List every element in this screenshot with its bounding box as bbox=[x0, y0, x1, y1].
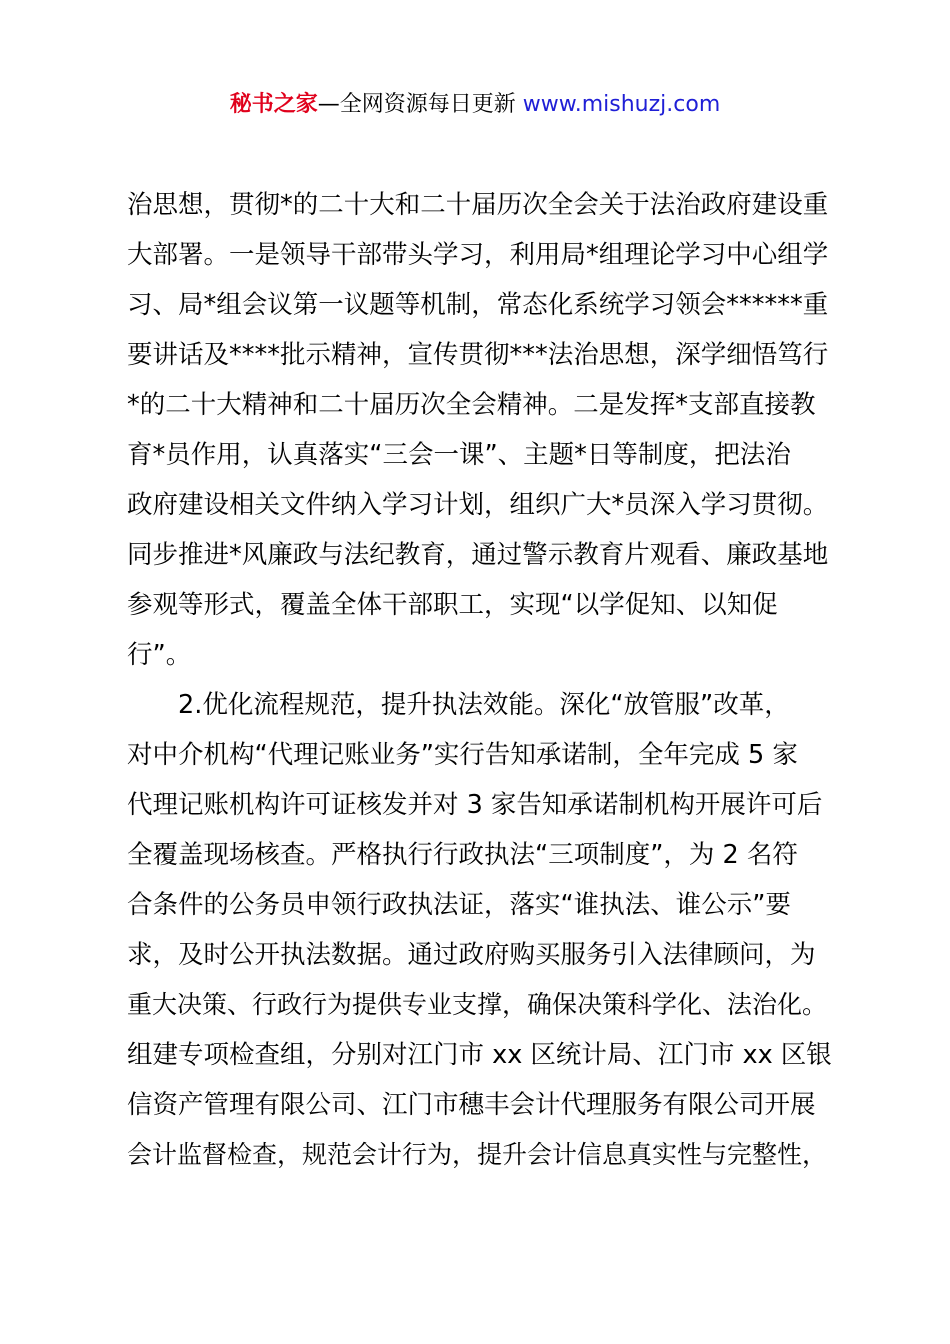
text-line: 全覆盖现场核查。严格执行行政执法“三项制度”，为 2 名符 bbox=[127, 840, 798, 870]
text-line: 大部署。一是领导干部带头学习，利用局*组理论学习中心组学 bbox=[127, 240, 829, 270]
text-line: 合条件的公务员申领行政执法证，落实“谁执法、谁公示”要 bbox=[127, 890, 791, 920]
text-line: 习、局*组会议第一议题等机制，常态化系统学习领会******重 bbox=[127, 290, 829, 320]
text-line: 组建专项检查组，分别对江门市 xx 区统计局、江门市 xx 区银 bbox=[127, 1040, 832, 1070]
text-line: 求，及时公开执法数据。通过政府购买服务引入法律顾问，为 bbox=[127, 940, 816, 970]
site-url-link[interactable]: www.mishuzj.com bbox=[522, 92, 721, 117]
brand-name: 秘书之家 bbox=[229, 92, 318, 117]
text-line: 2.优化流程规范，提升执法效能。深化“放管服”改革， bbox=[127, 690, 790, 720]
header-tagline: —全网资源每日更新 bbox=[317, 92, 516, 117]
site-header bbox=[0, 88, 950, 122]
text-line: *的二十大精神和二十届历次全会精神。二是发挥*支部直接教 bbox=[127, 390, 816, 420]
text-line: 重大决策、行政行为提供专业支撑，确保决策科学化、法治化。 bbox=[127, 990, 828, 1019]
text-line: 参观等形式，覆盖全体干部职工，实现“以学促知、以知促 bbox=[127, 590, 778, 620]
text-line: 对中介机构“代理记账业务”实行告知承诺制，全年完成 5 家 bbox=[127, 740, 798, 770]
text-line: 育*员作用，认真落实“三会一课”、主题*日等制度，把法治 bbox=[127, 440, 791, 470]
text-line: 行”。 bbox=[127, 640, 192, 670]
document-body bbox=[127, 180, 837, 1180]
text-line: 会计监督检查，规范会计行为，提升会计信息真实性与完整性， bbox=[127, 1140, 828, 1169]
text-line: 同步推进*风廉政与法纪教育，通过警示教育片观看、廉政基地 bbox=[127, 540, 829, 570]
text-line: 信资产管理有限公司、江门市穗丰会计代理服务有限公司开展 bbox=[127, 1090, 816, 1120]
text-line: 要讲话及****批示精神，宣传贯彻***法治思想，深学细悟笃行 bbox=[127, 340, 829, 370]
text-line: 代理记账机构许可证核发并对 3 家告知承诺制机构开展许可后 bbox=[127, 790, 823, 820]
text-line: 治思想，贯彻*的二十大和二十届历次全会关于法治政府建设重 bbox=[127, 190, 829, 220]
text-line: 政府建设相关文件纳入学习计划，组织广大*员深入学习贯彻。 bbox=[127, 490, 829, 520]
